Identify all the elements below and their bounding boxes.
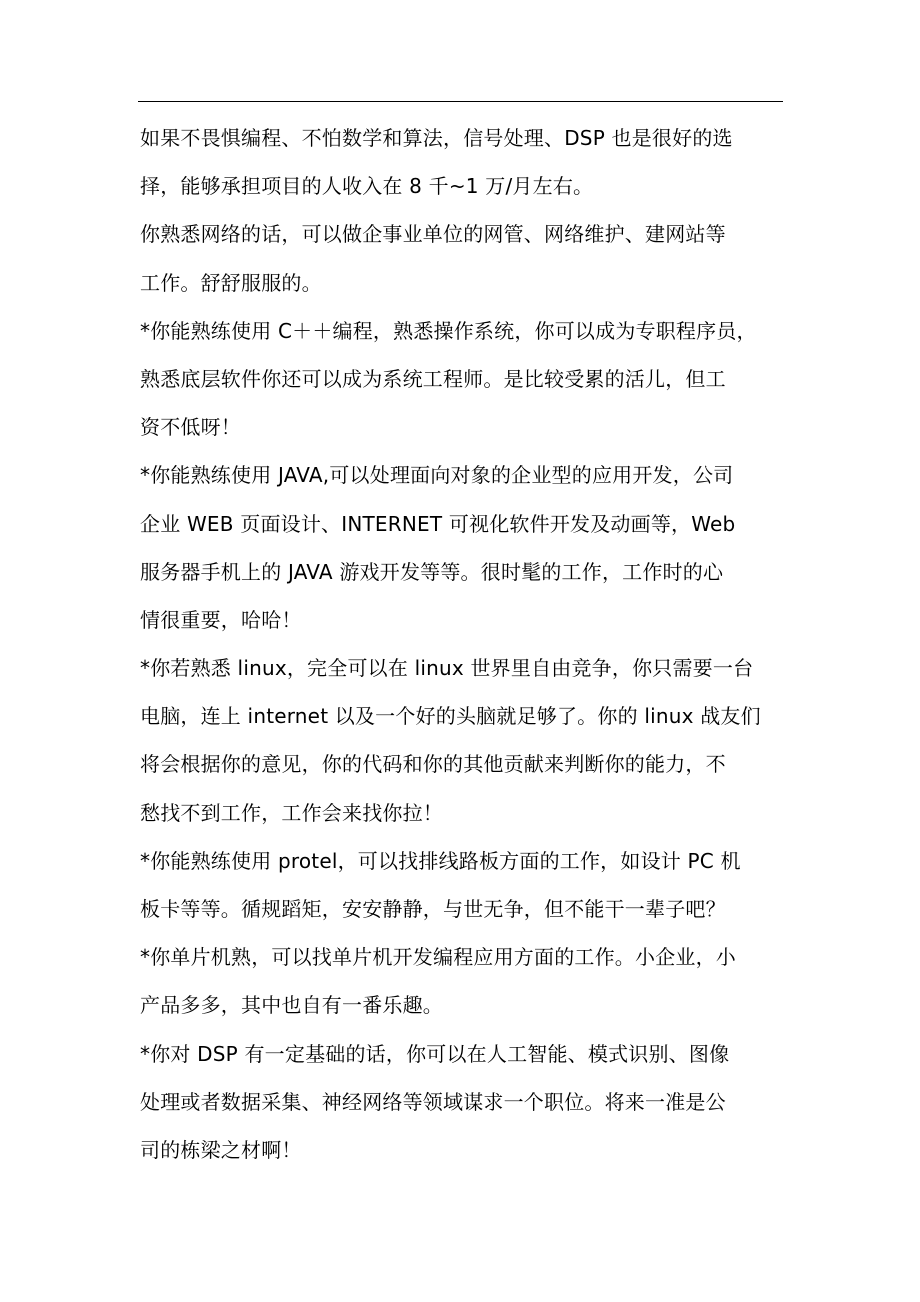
paragraph-line: 你熟悉网络的话，可以做企事业单位的网管、网络维护、建网站等 bbox=[140, 222, 726, 247]
paragraph-line: 愁找不到工作，工作会来找你拉！ bbox=[140, 800, 443, 825]
paragraph-linux bbox=[140, 644, 790, 837]
paragraph-mcu bbox=[140, 933, 790, 1029]
paragraph-line: *你能熟练使用 JAVA,可以处理面向对象的企业型的应用开发，公司 bbox=[140, 463, 734, 488]
paragraph-line: 工作。舒舒服服的。 bbox=[140, 270, 322, 295]
paragraph-line: 司的栋梁之材啊！ bbox=[140, 1137, 302, 1162]
paragraph-line: 资不低呀！ bbox=[140, 415, 241, 440]
paragraph-line: *你对 DSP 有一定基础的话，你可以在人工智能、模式识别、图像 bbox=[140, 1041, 730, 1066]
paragraph-line: 择，能够承担项目的人收入在 8 千~1 万/月左右。 bbox=[140, 174, 594, 199]
header-rule bbox=[138, 101, 783, 102]
paragraph-dsp-intro bbox=[140, 114, 790, 210]
paragraph-line: *你能熟练使用 protel，可以找排线路板方面的工作，如设计 PC 机 bbox=[140, 848, 741, 873]
paragraph-line: 处理或者数据采集、神经网络等领域谋求一个职位。将来一准是公 bbox=[140, 1089, 726, 1114]
paragraph-line: *你能熟练使用 C＋＋编程，熟悉操作系统，你可以成为专职程序员， bbox=[140, 318, 757, 343]
paragraph-protel bbox=[140, 837, 790, 933]
paragraph-line: 将会根据你的意见，你的代码和你的其他贡献来判断你的能力，不 bbox=[140, 752, 726, 777]
paragraph-line: *你单片机熟，可以找单片机开发编程应用方面的工作。小企业，小 bbox=[140, 945, 736, 970]
paragraph-line: 如果不畏惧编程、不怕数学和算法，信号处理、DSP 也是很好的选 bbox=[140, 126, 733, 150]
paragraph-line: 板卡等等。循规蹈矩，安安静静，与世无争，但不能干一辈子吧？ bbox=[140, 897, 726, 921]
paragraph-cpp bbox=[140, 307, 790, 452]
paragraph-line: 电脑，连上 internet 以及一个好的头脑就足够了。你的 linux 战友们 bbox=[140, 704, 761, 729]
paragraph-java bbox=[140, 451, 790, 644]
paragraph-line: 情很重要，哈哈！ bbox=[140, 607, 302, 632]
paragraph-line: 服务器手机上的 JAVA 游戏开发等等。很时髦的工作，工作时的心 bbox=[140, 559, 724, 584]
paragraph-line: *你若熟悉 linux，完全可以在 linux 世界里自由竞争，你只需要一台 bbox=[140, 656, 754, 681]
paragraph-dsp-career bbox=[140, 1030, 790, 1175]
paragraph-line: 产品多多，其中也自有一番乐趣。 bbox=[140, 993, 443, 1018]
paragraph-line: 企业 WEB 页面设计、INTERNET 可视化软件开发及动画等，Web bbox=[140, 511, 736, 536]
paragraph-line: 熟悉底层软件你还可以成为系统工程师。是比较受累的活儿，但工 bbox=[140, 366, 726, 391]
paragraph-network bbox=[140, 210, 790, 306]
document-body bbox=[140, 114, 790, 1174]
